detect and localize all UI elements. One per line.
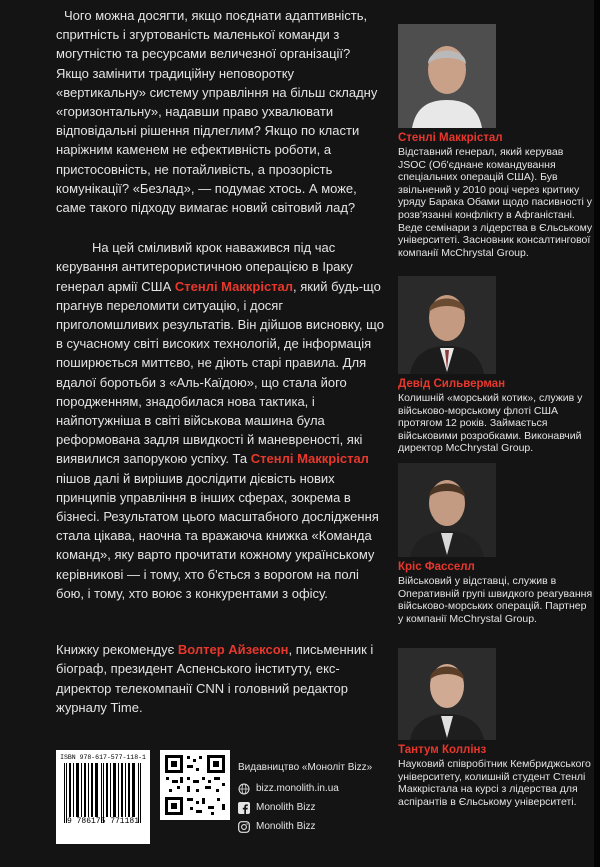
publisher-facebook[interactable]: Monolith Bizz (256, 802, 316, 813)
author-name: Девід Сильверман (398, 378, 506, 390)
isbn-label: ISBN 978-617-577-118-1 (60, 754, 146, 761)
recommendation-paragraph (56, 640, 386, 717)
story-text-a: На цей сміливий крок наважився під час керування антитерористичною операцією в Іраку генерал армії США (56, 240, 353, 294)
story-paragraph (56, 238, 386, 603)
author-bio: Військовий у відставці, служив в Оперативній групі швидкого реагування військово-морських операцій. Партнер у компанії McChrystal Group. (398, 575, 593, 625)
globe-icon (238, 783, 250, 795)
recommend-text-a: Книжку рекомендує (56, 642, 178, 658)
author-card (398, 463, 594, 625)
main-text (56, 6, 386, 717)
author-photo (398, 24, 496, 128)
author-name-highlight: Стенлі Маккрістал (174, 278, 294, 294)
intro-paragraph: Чого можна досягти, якщо поєднати адаптивність, спритність і згуртованість маленької команди з могутністю та ресурсами величезної організації? Якщо замінити традиційну неповоротку «вертикальну» систему управління на більш складну «горизонтальну», надавши право ухвалювати відповідальні рішення підлеглим? Якщо по класти наріжним каменем не ефективність роботи, а пристосовність, не потайливість, а прозорість комунікації? «Безлад», — подумає хтось. А може, саме такого підходу вимагає новий світовий лад? (56, 8, 378, 216)
qr-code-icon (160, 750, 230, 820)
publisher-site-row[interactable] (238, 779, 398, 798)
spine-edge (594, 0, 600, 867)
recommender-name: Волтер Айзексон (177, 642, 289, 658)
publisher-instagram[interactable]: Monolith Bizz (256, 821, 316, 832)
author-bio: Відставний генерал, який керував JSOC (Об'єднане командування спеціальних операцій США). Був звільнений у 2010 році через критику уряду Барака Обами щодо пасивності у розв'язанні конфлікту в Афганістані. Веде семінари з лідерства в Єльському університеті. Засновник консалтингової компанії McChrystal Group. (398, 146, 593, 259)
author-photo (398, 648, 496, 740)
barcode-bars (56, 761, 150, 825)
story-text-c: пішов далі й вирішив дослідити дієвість нових принципів управління в інших сферах, зокрема в бізнесі. Результатом цього масштабного дослідження стала цікава, наочна та вражаюча книжка «Команда команд», яку варто прочитати кожному українському керівникові — і тому, хто б'ється з ворогом на полі бою, і тому, хто воює з конкурентами з офісу. (56, 470, 379, 601)
author-card (398, 276, 594, 455)
author-card (398, 24, 594, 259)
author-card (398, 648, 594, 808)
author-name-highlight: Стенлі Маккрістал (250, 451, 369, 467)
publisher-facebook-row[interactable] (238, 798, 398, 817)
author-name: Кріс Фасселл (398, 561, 475, 573)
story-text-b: , який будь-що прагнув переломити ситуацію, і досяг приголомшливих результатів. Він дійшов висновку, що в сучасному світі високих технологій, де інформація поширюється миттєво, не діють старі правила. Для вдалої боротьби з «Аль-Каїдою», що стала його породженням, знадобилася нова тактика, і найпотужніша в світі військова машина була реформована задля швидкості й маневреності, які виявилися запорукою успіху. Та (56, 278, 384, 467)
barcode-digits: 9 786175 771181 (66, 817, 139, 826)
facebook-icon (238, 802, 250, 814)
recommend-text-b: , письменник і біограф, президент Аспенського інституту, екс-директор телекомпанії CNN і головний редактор журналу Time. (56, 642, 374, 715)
author-photo (398, 463, 496, 557)
author-name: Тантум Коллінз (398, 744, 487, 756)
author-bio: Колишній «морський котик», служив у військово-морському флоті США протягом 12 років. Займається військовими розробками. Виконавчий директор McChrystal Group. (398, 392, 583, 455)
author-bio: Науковий співробітник Кембриджського університету, колишній студент Стенлі Маккрістала на курсі з лідерства для аспірантів в Єльському університеті. (398, 758, 591, 808)
barcode (56, 750, 150, 844)
author-photo (398, 276, 496, 374)
publisher-info (238, 758, 398, 836)
publisher-site[interactable]: bizz.monolith.in.ua (256, 783, 339, 794)
publisher-instagram-row[interactable] (238, 817, 398, 836)
publisher-label: Видавництво «Моноліт Bizz» (238, 762, 373, 773)
author-name: Стенлі Маккрістал (398, 132, 503, 144)
qr-code[interactable] (160, 750, 230, 820)
instagram-icon (238, 821, 250, 833)
